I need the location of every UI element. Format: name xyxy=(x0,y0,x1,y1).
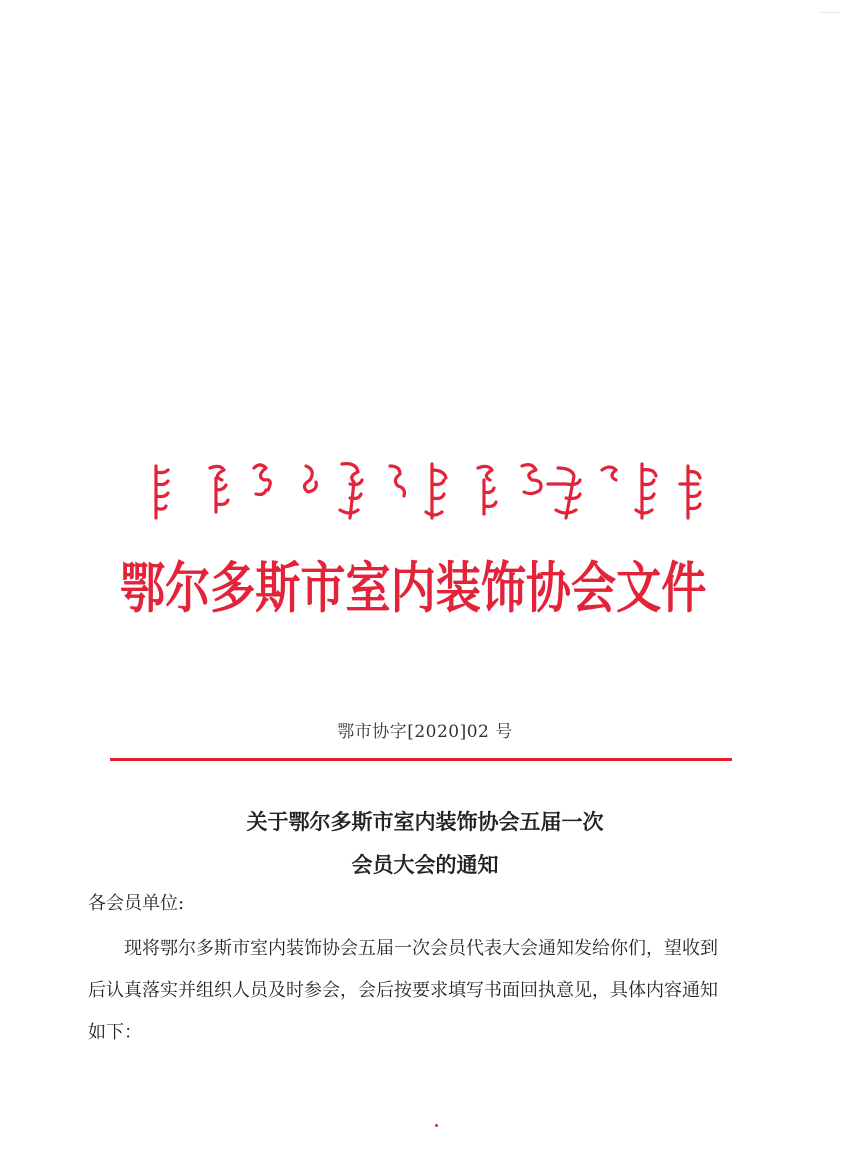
issuing-organization-title: 鄂尔多斯市室内装饰协会文件 xyxy=(120,556,707,620)
scan-artifact xyxy=(820,12,840,13)
salutation: 各会员单位: xyxy=(88,893,185,914)
mongolian-script-graphic xyxy=(150,460,710,522)
paragraph-line: 现将鄂尔多斯市室内装饰协会五届一次会员代表大会通知发给你们，望收到 xyxy=(124,938,718,959)
document-number: 鄂市协字[2020]02 号 xyxy=(337,722,513,742)
paragraph-line: 如下： xyxy=(88,1022,142,1043)
notice-title-line-2: 会员大会的通知 xyxy=(351,853,499,877)
scan-artifact xyxy=(435,1124,438,1127)
paragraph-line: 后认真落实并组织人员及时参会，会后按要求填写书面回执意见，具体内容通知 xyxy=(88,980,718,1001)
notice-title-line-1: 关于鄂尔多斯市室内装饰协会五届一次 xyxy=(246,810,604,834)
red-divider-line xyxy=(110,758,732,761)
mongolian-script-header xyxy=(150,460,710,522)
